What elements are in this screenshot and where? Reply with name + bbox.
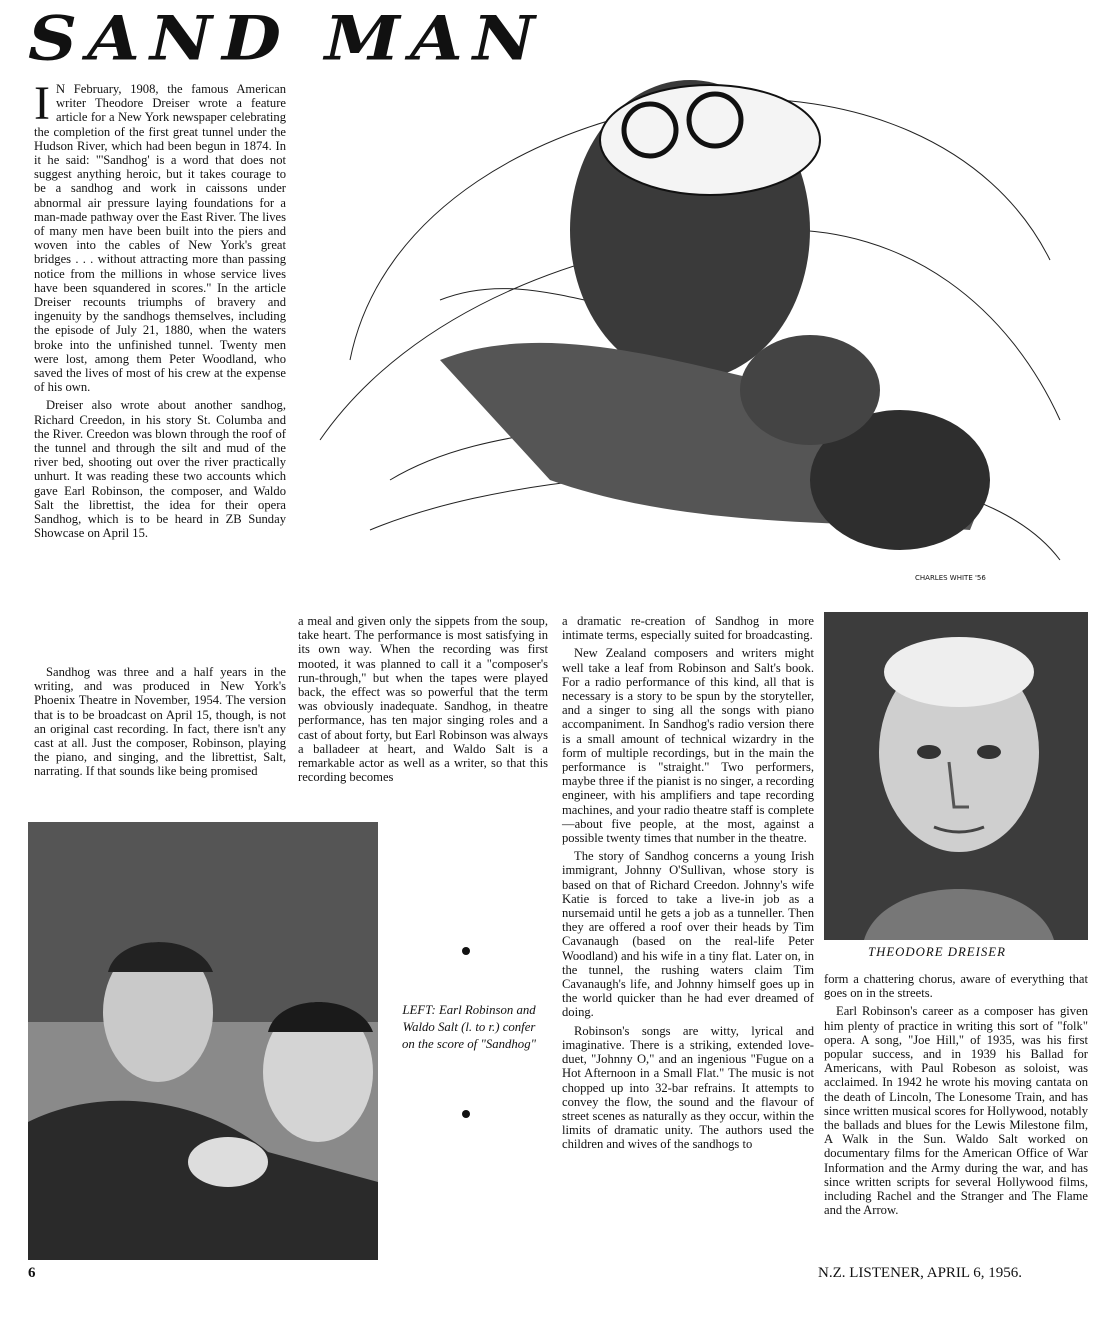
decorative-dot [462,947,470,955]
drop-cap: I [34,77,50,130]
article-column-3 [562,614,814,1156]
article-column-4 [824,972,1088,1221]
col3-paragraph-3: The story of Sandhog concerns a young Irish immigrant, Johnny O'Sullivan, whose story is based on that of Richard Creedon. Johnny's wife Katie is forced to take a live-in job as a nursemaid until he gets a job as a tunneller. Then they are offered a roof over their heads by Tim Cavanaugh (based on the real-life Peter Woodland) and his wife in a tiny flat. Later on, in the tunnel, the rushing waters claim Tim Cavanaugh's life, and Johnny himself goes up in the world quicker than he had ever dreamed of doing. [562,849,814,1020]
article-column-2 [298,614,548,788]
paragraph-3: Sandhog was three and a half years in the writing, and was produced in New York's Phoenix Theatre in November, 1954. The version that is to be broadcast on April 15, though, is not an original cast recording. In fact, there isn't any cast at all. Just the composer, Robinson, playing the piano, and singing, and the librettist, Salt, narrating. If that sounds like being promised [34,665,286,779]
page-title: SAND MAN [28,2,545,75]
dreiser-caption: THEODORE DREISER [868,945,1006,959]
article-column-1 [34,77,286,545]
article-column-1-bottom [34,665,286,783]
photo-image [28,822,378,1260]
sandhog-illustration [290,60,1070,588]
photo-caption: LEFT: Earl Robinson and Waldo Salt (l. to r.) confer on the score of "Sandhog" [402,1003,536,1051]
publication-footer: N.Z. LISTENER, APRIL 6, 1956. [818,1265,1023,1281]
col3-paragraph-1: a dramatic re-creation of Sandhog in more intimate terms, especially suited for broadcasting. [562,614,814,643]
paragraph-2: Dreiser also wrote about another sandhog, Richard Creedon, in his story St. Columba and the River. Creedon was blown through the roof of the tunnel and through the silt and mud of the river bed, shooting out over the river practically unhurt. It was reading these two accounts which gave Earl Robinson, the composer, and Waldo Salt the librettist, the idea for their opera Sandhog, which is to be heard in ZB Sunday Showcase on April 15. [34,398,286,541]
col2-paragraph: a meal and given only the sippets from the soup, take heart. The performance is most satisfying in its own way. When the recording was first mooted, it was planned to call it a "composer's run-through," but when the tapes were played back, the effect was so powerful that the term was obviously inadequate. Sandhog, in theatre performance, has ten major singing roles and a cast of about forty, but Earl Robinson was always a balladeer at heart, and Waldo Salt is a remarkable actor as well as a writer, so that this recording becomes [298,614,548,785]
paragraph-1: I N February, 1908, the famous American writer Theodore Dreiser wrote a feature article for a New York newspaper celebrating the completion of the first great tunnel under the Hudson River, which had been begun in 1874. In it he said: "'Sandhog' is a word that does not suggest anything heroic, but it takes courage to be a sandhog and work in caissons under abnormal air pressure laying foundations for a man-made pathway over the East River. The lives of many men have been built into the piers and woven into the cables of New York's great bridges . . . without attracting more than passing notice from the millions in whose service lives have been squandered in scores." In the article Dreiser recounts triumphs of bravery and ingenuity by the sandhogs themselves, including the episode of July 21, 1880, when the waters broke into the unfinished tunnel. Twenty men were lost, among them Peter Woodland, who saved the lives of most of his crew at the expense of his own. [34,77,286,395]
decorative-dot [462,1110,470,1118]
robinson-salt-photo [28,822,378,1260]
col4-paragraph-1: form a chattering chorus, aware of everything that goes on in the streets. [824,972,1088,1001]
theodore-dreiser-photo [824,612,1088,940]
col3-paragraph-2: New Zealand composers and writers might well take a leaf from Robinson and Salt's book. For a radio performance of this kind, all that is necessary is a story to be spun by the storyteller, and a singer to sing all the songs with piano accompaniment. In Sandhog's radio version there is a small amount of technical wizardry in the form of multiple recordings, but in the main the performance is "straight." Two performers, maybe three if the pianist is no singer, a recording engineer, with his amplifiers and tape recording machines, and your radio theatre staff is complete—about five people, at the most, against a possible twenty times that number in the theatre. [562,646,814,846]
portrait-image [824,612,1088,940]
col4-paragraph-2: Earl Robinson's career as a composer has given him plenty of practice in writing this sort of "folk" opera. A song, "Joe Hill," of 1935, was his first popular success, and in 1939 his Ballad for Americans, with Paul Robeson as soloist, was acclaimed. In 1942 he wrote his moving cantata on the death of Lincoln, The Lonesome Train, and has since written musical scores for Hollywood, notably the ballads and blues for the Lewis Milestone film, A Walk in the Sun. Waldo Salt worked on documentary films for the American Office of War Information and the Army during the war, and has since written scripts for several Hollywood films, including Rachel and the Stranger and The Flame and the Arrow. [824,1004,1088,1218]
page-number: 6 [28,1265,36,1281]
col3-paragraph-4: Robinson's songs are witty, lyrical and imaginative. There is a striking, extended love-duet, "Johnny O," and an ingenious "Fugue on a Hot Afternoon in a Small Flat." The music is not chopped up into 32-bar refrains. It attempts to convey the flow, the sound and the flavour of street scenes as naturally as they occur, within the limits of dramatic unity. The authors used the children and wives of the sandhogs to [562,1023,814,1152]
illustration-signature: CHARLES WHITE '56 [915,574,986,582]
